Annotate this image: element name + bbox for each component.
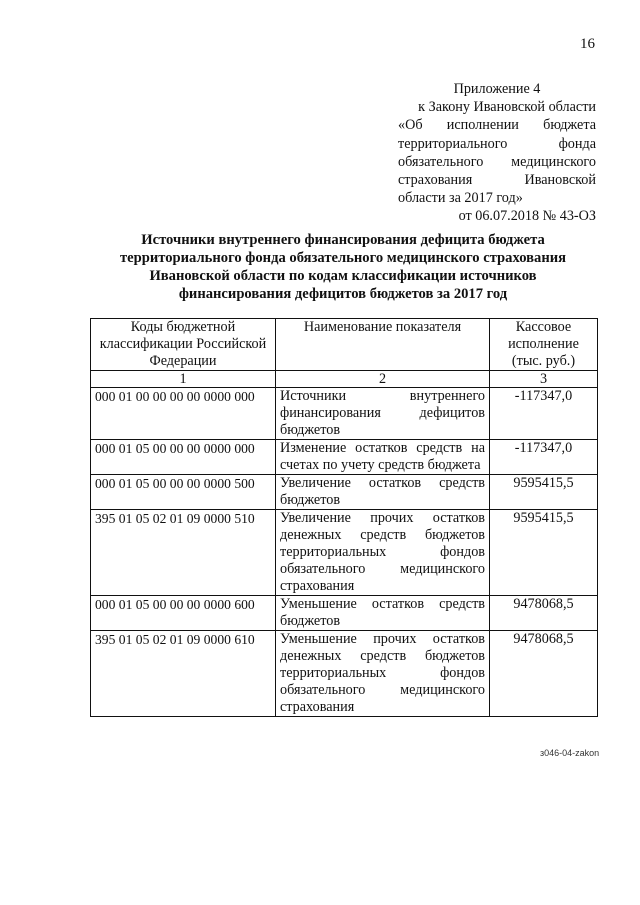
- row-code: 395 01 05 02 01 09 0000 510: [91, 510, 276, 596]
- appendix-line: Приложение 4: [453, 81, 541, 97]
- row-amount: 9595415,5: [490, 475, 598, 510]
- table-row: [91, 475, 598, 510]
- appendix-law-date: от 06.07.2018 № 43-ОЗ: [458, 208, 596, 225]
- row-amount: 9478068,5: [490, 631, 598, 717]
- row-name: Увеличение остатков средств бюджетов: [276, 475, 490, 510]
- row-name: Уменьшение прочих остатков денежных средств бюджетов территориальных фондов обязательного медицинского страхования: [276, 631, 490, 717]
- header-row: [91, 319, 598, 371]
- row-code: 000 01 00 00 00 00 0000 000: [91, 388, 276, 440]
- title-line: Ивановской области по кодам классификации источников: [149, 268, 537, 284]
- financing-table: [90, 318, 598, 717]
- title-line: территориального фонда обязательного медицинского страхования: [119, 250, 567, 266]
- column-number: 2: [276, 371, 490, 388]
- row-code: 000 01 05 00 00 00 0000 600: [91, 596, 276, 631]
- page-number: 16: [580, 36, 595, 52]
- document-title: [90, 231, 596, 303]
- row-name: Источники внутреннего финансирования дефицитов бюджетов: [276, 388, 490, 440]
- title-line: финансирования дефицитов бюджетов за 2017 год: [178, 286, 508, 302]
- row-amount: 9478068,5: [490, 596, 598, 631]
- header-amount: Кассовое исполнение (тыс. руб.): [490, 319, 598, 371]
- footer-document-code: з046-04-zakon: [540, 748, 600, 758]
- table-row: [91, 440, 598, 475]
- row-name: Уменьшение остатков средств бюджетов: [276, 596, 490, 631]
- row-code: 000 01 05 00 00 00 0000 500: [91, 475, 276, 510]
- row-name: Изменение остатков средств на счетах по учету средств бюджета: [276, 440, 490, 475]
- header-name: Наименование показателя: [276, 319, 490, 371]
- row-name: Увеличение прочих остатков денежных средств бюджетов территориальных фондов обязательного медицинского страхования: [276, 510, 490, 596]
- table-row: [91, 631, 598, 717]
- column-number-row: [91, 371, 598, 388]
- appendix-line: к Закону Ивановской области: [418, 99, 596, 116]
- appendix-line: области за 2017 год»: [398, 190, 523, 207]
- appendix-line: территориального фонда: [398, 135, 596, 152]
- column-number: 3: [490, 371, 598, 388]
- appendix-line: обязательного медицинского: [398, 153, 596, 170]
- row-amount: -117347,0: [490, 440, 598, 475]
- row-code: 395 01 05 02 01 09 0000 610: [91, 631, 276, 717]
- header-codes: Коды бюджетной классификации Российской Федерации: [91, 319, 276, 371]
- appendix-block: [398, 80, 596, 226]
- row-code: 000 01 05 00 00 00 0000 000: [91, 440, 276, 475]
- title-line: Источники внутреннего финансирования дефицита бюджета: [141, 232, 545, 248]
- table-row: [91, 596, 598, 631]
- appendix-line: «Об исполнении бюджета: [398, 117, 596, 134]
- row-amount: 9595415,5: [490, 510, 598, 596]
- column-number: 1: [91, 371, 276, 388]
- appendix-line: страхования Ивановской: [398, 172, 596, 189]
- row-amount: -117347,0: [490, 388, 598, 440]
- table-row: [91, 510, 598, 596]
- table-row: [91, 388, 598, 440]
